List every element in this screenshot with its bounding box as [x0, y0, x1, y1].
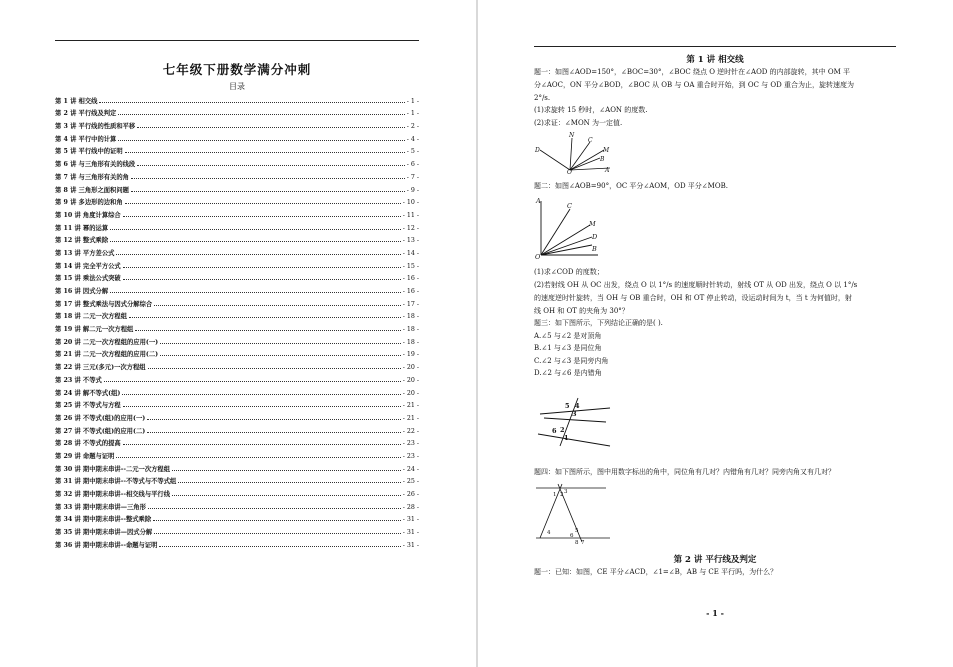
toc-entry-page: - 2 -	[406, 123, 419, 131]
toc-entry-title: 第 4 讲 平行中的计算	[55, 135, 117, 143]
toc-leader-dots	[160, 343, 401, 344]
toc-entry[interactable]	[55, 92, 419, 105]
toc-leader-dots	[125, 203, 401, 204]
toc-entry-page: - 21 -	[402, 414, 419, 422]
toc-entry-title: 第 9 讲 多边形的边和角	[55, 199, 123, 207]
fig4-label: 1	[553, 492, 557, 498]
fig2-label: C	[567, 202, 572, 210]
toc-entry[interactable]	[55, 397, 419, 410]
toc-entry[interactable]	[55, 435, 419, 448]
document-title: 七年级下册数学满分冲刺	[162, 62, 312, 77]
figure-1-angle-rays	[534, 130, 614, 174]
toc-entry[interactable]	[55, 409, 419, 422]
toc-entry[interactable]	[55, 232, 419, 245]
toc-entry-page: - 18 -	[402, 313, 419, 321]
toc-entry-page: - 13 -	[402, 237, 419, 245]
fig1-label: M	[603, 147, 610, 154]
toc-leader-dots	[154, 533, 401, 534]
toc-leader-dots	[153, 520, 401, 521]
fig1-label: D	[535, 147, 540, 154]
q3-option-d: D.∠2 与∠6 是内错角	[534, 369, 602, 377]
toc-entry-title: 第 21 讲 二元一次方程组的应用(二)	[55, 351, 159, 359]
toc-leader-dots	[131, 178, 405, 179]
toc-entry[interactable]	[55, 143, 419, 156]
toc-entry[interactable]	[55, 358, 419, 371]
figure-2-right-angle	[534, 193, 604, 261]
toc-entry[interactable]	[55, 181, 419, 194]
toc-entry[interactable]	[55, 536, 419, 549]
toc-entry-title: 第 8 讲 三角形之面积问题	[55, 186, 129, 194]
lesson-2-q1: 题一：已知：如图，CE 平分∠ACD，∠1=∠B，AB 与 CE 平行吗，为什么？	[534, 568, 778, 576]
toc-entry-title: 第 20 讲 二元一次方程组的应用(一)	[55, 338, 159, 346]
toc-entry-page: - 24 -	[402, 465, 419, 473]
toc-entry-page: - 19 -	[402, 351, 419, 359]
toc-leader-dots	[118, 114, 404, 115]
toc-entry-title: 第 32 讲 期中期末串讲--相交线与平行线	[55, 491, 171, 498]
toc-leader-dots	[148, 508, 401, 509]
toc-entry-page: - 31 -	[402, 529, 419, 537]
toc-entry-page: - 31 -	[402, 516, 419, 524]
toc-leader-dots	[110, 241, 401, 242]
toc-leader-dots	[147, 419, 400, 420]
toc-leader-dots	[104, 381, 401, 382]
figure-4-triangle-angles	[534, 482, 614, 546]
figure-3-intersecting-lines	[534, 396, 614, 452]
q3-option-a: A.∠5 与∠2 是对顶角	[534, 332, 602, 340]
toc-entry[interactable]	[55, 447, 419, 460]
toc-entry[interactable]	[55, 346, 419, 359]
toc-entry-page: - 15 -	[402, 262, 419, 270]
toc-entry-title: 第 10 讲 角度计算综合	[55, 211, 121, 219]
toc-entry[interactable]	[55, 308, 419, 321]
q2-part-1: (1)求∠COD 的度数；	[534, 268, 604, 276]
fig4-label: 5	[575, 528, 579, 534]
toc-leader-dots	[116, 457, 400, 458]
toc-entry[interactable]	[55, 219, 419, 232]
toc-entry-title: 第 14 讲 完全平方公式	[55, 262, 121, 270]
toc-entry[interactable]	[55, 105, 419, 118]
toc-entry-page: - 22 -	[402, 427, 419, 435]
toc-entry-page: - 16 -	[402, 275, 419, 283]
toc-leader-dots	[123, 444, 401, 445]
q2-part-2-line-3: 线 OH 和 OT 的夹角为 30°？	[534, 307, 629, 315]
toc-entry[interactable]	[55, 206, 419, 219]
fig1-label: A	[605, 167, 610, 174]
q2-part-2-line-2: 的速度逆时针旋转，当 OH 与 OB 重合时，OH 和 OT 停止转动，设运动时间为 t，当 t 为何值时，射	[534, 294, 852, 302]
toc-entry-page: - 5 -	[406, 148, 419, 156]
toc-entry-title: 第 28 讲 不等式的提高	[55, 440, 121, 448]
toc-entry-title: 第 7 讲 与三角形有关的角	[55, 173, 129, 181]
q2-line-1: 题二：如图∠AOB=90°，OC 平分∠AOM，OD 平分∠MOB.	[534, 182, 728, 190]
fig1-label: C	[588, 137, 593, 144]
toc-leader-dots	[147, 432, 400, 433]
toc-leader-dots	[116, 254, 400, 255]
q1-line-3: 2°/s.	[534, 94, 551, 102]
toc-entry-title: 第 12 讲 整式乘除	[55, 237, 109, 245]
toc-entry[interactable]	[55, 270, 419, 283]
fig1-label: B	[600, 156, 605, 163]
toc-entry[interactable]	[55, 194, 419, 207]
toc-leader-dots	[131, 191, 405, 192]
toc-entry-page: - 31 -	[402, 541, 419, 549]
toc-entry[interactable]	[55, 320, 419, 333]
toc-entry-title: 第 22 讲 三元(多元)一次方程组	[55, 364, 146, 372]
toc-entry-page: - 18 -	[402, 338, 419, 346]
fig3-label: 2	[560, 426, 565, 434]
toc-entry-page: - 10 -	[402, 199, 419, 207]
q1-line-1: 题一：如图∠AOD=150°，∠BOC=30°，∠BOC 绕点 O 逆时针在∠AOD 的内部旋转，其中 OM 平	[534, 68, 851, 76]
toc-entry[interactable]	[55, 257, 419, 270]
toc-entry-title: 第 18 讲 二元一次方程组	[55, 313, 128, 321]
q1-part-2: (2)求证：∠MON 为一定值.	[534, 119, 623, 127]
toc-entry-page: - 20 -	[402, 364, 419, 372]
toc-leader-dots	[118, 140, 404, 141]
toc-entry-page: - 16 -	[402, 288, 419, 295]
toc-entry-title: 第 13 讲 平方差公式	[55, 249, 115, 257]
toc-entry-page: - 12 -	[402, 224, 419, 232]
q3-option-b: B.∠1 与∠3 是同位角	[534, 344, 602, 352]
toc-entry-title: 第 27 讲 不等式(组)的应用(二)	[55, 427, 146, 435]
toc-entry-page: - 23 -	[402, 452, 419, 460]
toc-entry[interactable]	[55, 117, 419, 130]
toc-leader-dots	[148, 368, 401, 369]
q1-part-1: (1)求旋转 15 秒时，∠AON 的度数.	[534, 106, 648, 114]
fig4-label: 4	[547, 530, 551, 536]
toc-leader-dots	[123, 267, 401, 268]
fig2-label: B	[592, 245, 597, 253]
fig4-label: 7	[581, 540, 585, 546]
toc-entry[interactable]	[55, 244, 419, 257]
fig1-label: N	[569, 132, 575, 139]
toc-entry[interactable]	[55, 282, 419, 295]
toc-entry-page: - 25 -	[402, 478, 419, 486]
fig3-label: 6	[552, 427, 557, 435]
toc-entry-title: 第 24 讲 解不等式(组)	[55, 389, 121, 397]
fig2-label: A	[536, 197, 541, 205]
toc-entry-title: 第 17 讲 整式乘法与因式分解综合	[55, 300, 153, 308]
toc-leader-dots	[129, 317, 401, 318]
lesson-2-title: 第 2 讲 平行线及判定	[673, 555, 757, 565]
toc-entry-title: 第 34 讲 期中期末串讲--整式乘除	[55, 516, 152, 524]
lesson-1-title: 第 1 讲 相交线	[686, 55, 744, 65]
fig2-label: M	[589, 220, 596, 228]
toc-entry-title: 第 29 讲 命题与证明	[55, 452, 115, 460]
header-rule	[55, 40, 419, 41]
toc-entry-title: 第 5 讲 平行线中的证明	[55, 148, 123, 156]
fig2-label: D	[592, 233, 598, 241]
toc-entry[interactable]	[55, 295, 419, 308]
fig3-label: 5	[565, 402, 570, 410]
toc-entry-page: - 21 -	[402, 402, 419, 410]
fig4-label: 2	[560, 492, 564, 498]
fig3-label: 4	[575, 402, 580, 410]
toc-leader-dots	[123, 406, 401, 407]
toc-leader-dots	[110, 292, 401, 293]
header-rule	[534, 46, 896, 47]
toc-entry[interactable]	[55, 168, 419, 181]
table-of-contents	[55, 92, 419, 549]
page-number: - 1 -	[706, 608, 724, 618]
toc-entry-title: 第 1 讲 相交线	[55, 97, 98, 105]
q4-line-1: 题四：如下图所示，图中用数字标出的角中，同位角有几对？内错角有几对？同旁内角又有几对？	[534, 468, 835, 476]
toc-entry[interactable]	[55, 511, 419, 524]
toc-entry[interactable]	[55, 473, 419, 486]
toc-leader-dots	[122, 394, 400, 395]
toc-entry-title: 第 16 讲 因式分解	[55, 288, 109, 295]
toc-entry[interactable]	[55, 523, 419, 536]
toc-leader-dots	[123, 279, 401, 280]
fig1-label: O	[567, 169, 572, 174]
toc-entry-title: 第 33 讲 期中期末串讲—三角形	[55, 503, 146, 511]
toc-entry[interactable]	[55, 422, 419, 435]
toc-leader-dots	[137, 127, 405, 128]
toc-heading: 目录	[229, 82, 245, 91]
toc-entry[interactable]	[55, 485, 419, 498]
toc-entry-page: - 11 -	[402, 211, 419, 219]
toc-entry-title: 第 23 讲 不等式	[55, 376, 102, 384]
toc-leader-dots	[172, 495, 401, 496]
toc-leader-dots	[160, 355, 401, 356]
toc-leader-dots	[172, 470, 401, 471]
toc-entry-page: - 6 -	[406, 161, 419, 169]
toc-leader-dots	[125, 152, 405, 153]
toc-entry[interactable]	[55, 498, 419, 511]
toc-leader-dots	[110, 229, 401, 230]
fig4-label: 3	[564, 489, 568, 495]
toc-entry-title: 第 35 讲 期中期末串讲—因式分解	[55, 529, 153, 537]
toc-entry-title: 第 15 讲 乘法公式突破	[55, 275, 121, 283]
toc-entry-page: - 26 -	[402, 491, 419, 498]
toc-entry-title: 第 3 讲 平行线的性质和平移	[55, 123, 136, 131]
toc-entry-page: - 17 -	[402, 300, 419, 308]
toc-leader-dots	[137, 165, 405, 166]
toc-leader-dots	[154, 305, 401, 306]
fig4-label: 8	[575, 540, 579, 546]
toc-entry-title: 第 6 讲 与三角形有关的线段	[55, 161, 136, 169]
toc-entry-page: - 1 -	[406, 110, 419, 118]
toc-entry-page: - 14 -	[402, 249, 419, 257]
toc-entry-page: - 28 -	[402, 503, 419, 511]
toc-leader-dots	[135, 330, 400, 331]
fig4-label: 6	[570, 533, 574, 539]
toc-entry-page: - 20 -	[402, 376, 419, 384]
toc-entry-page: - 18 -	[402, 326, 419, 334]
toc-entry-page: - 7 -	[406, 173, 419, 181]
fig3-label: 3	[572, 410, 577, 418]
fig2-label: O	[535, 253, 541, 261]
toc-leader-dots	[123, 216, 401, 217]
toc-entry[interactable]	[55, 384, 419, 397]
toc-entry-page: - 4 -	[406, 135, 419, 143]
toc-entry-title: 第 26 讲 不等式(组)的应用(一)	[55, 414, 146, 422]
toc-entry-page: - 23 -	[402, 440, 419, 448]
toc-entry[interactable]	[55, 333, 419, 346]
toc-entry-title: 第 2 讲 平行线及判定	[55, 110, 117, 118]
toc-entry-title: 第 25 讲 不等式与方程	[55, 402, 121, 410]
toc-entry[interactable]	[55, 130, 419, 143]
toc-entry-page: - 20 -	[402, 389, 419, 397]
toc-entry-page: - 9 -	[406, 186, 419, 194]
q3-option-c: C.∠2 与∠3 是同旁内角	[534, 357, 609, 365]
q2-part-2-line-1: (2)若射线 OH 从 OC 出发，绕点 O 以 1°/s 的速度顺时针转动，射线 OT 从 OD 出发，绕点 O 以 1°/s	[534, 281, 858, 289]
toc-entry-title: 第 31 讲 期中期末串讲--不等式与不等式组	[55, 478, 177, 486]
toc-entry[interactable]	[55, 155, 419, 168]
fig3-label: 1	[564, 434, 569, 442]
q3-line-1: 题三：如下图所示，下列结论正确的是( ).	[534, 319, 663, 327]
toc-entry[interactable]	[55, 460, 419, 473]
toc-entry-title: 第 11 讲 幂的运算	[55, 224, 109, 232]
toc-entry[interactable]	[55, 371, 419, 384]
toc-entry-title: 第 30 讲 期中期末串讲--二元一次方程组	[55, 465, 171, 473]
toc-leader-dots	[99, 102, 404, 103]
toc-entry-title: 第 19 讲 解二元一次方程组	[55, 326, 134, 334]
toc-entry-page: - 1 -	[406, 97, 419, 105]
q1-line-2: 分∠AOC，ON 平分∠BOD，∠BOC 从 OB 与 OA 重合时开始，到 OC 与 OD 重合为止，旋转速度为	[534, 81, 854, 89]
toc-leader-dots	[159, 546, 400, 547]
toc-leader-dots	[178, 482, 400, 483]
toc-entry-title: 第 36 讲 期中期末串讲--命题与证明	[55, 541, 158, 549]
